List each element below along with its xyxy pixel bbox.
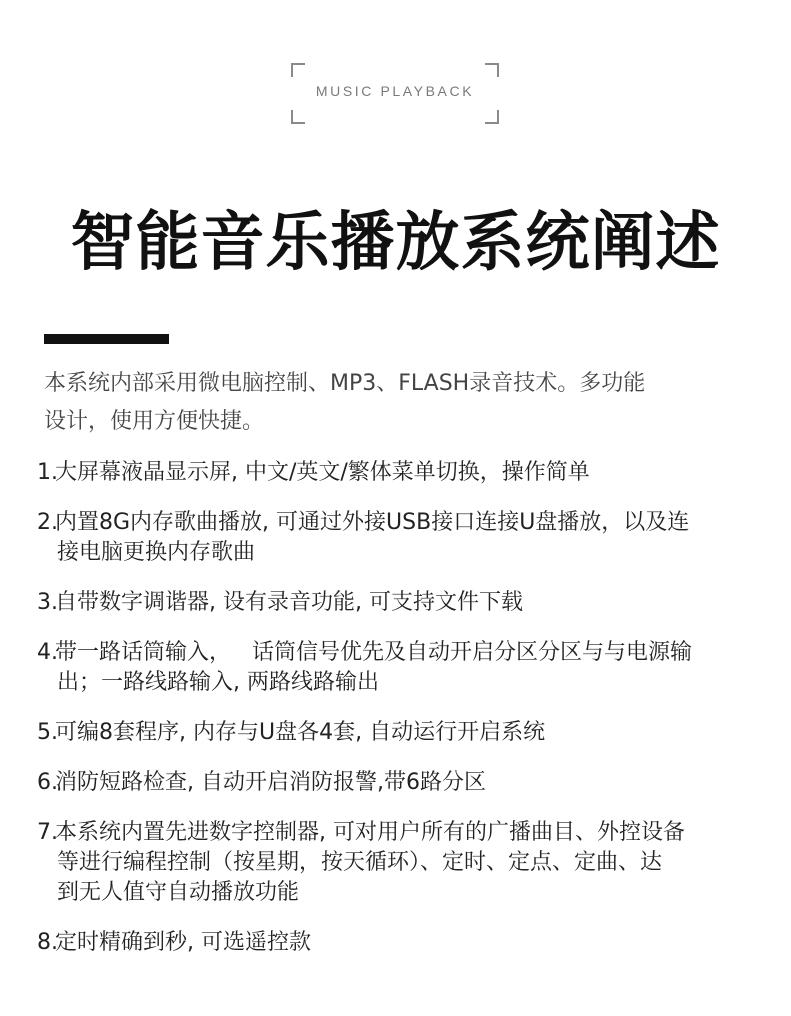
feature-item — [37, 458, 737, 488]
feature-text-continued: 出；一路线路输入, 两路线路输出 — [57, 670, 379, 695]
page-title: 智能音乐播放系统阐述 — [70, 206, 721, 280]
feature-item — [37, 638, 737, 698]
feature-number: 5. — [37, 720, 58, 745]
feature-item — [37, 508, 737, 568]
feature-text-continued: 到无人值守自动播放功能 — [57, 880, 300, 905]
feature-number: 3. — [37, 590, 58, 615]
feature-text: 带一路话筒输入， 话筒信号优先及自动开启分区分区与与电源输 — [55, 640, 692, 665]
badge-corner-top-right — [485, 63, 499, 77]
feature-number: 1. — [37, 460, 58, 485]
feature-item — [37, 588, 737, 618]
feature-text: 定时精确到秒, 可选遥控款 — [55, 930, 311, 955]
feature-text: 本系统内置先进数字控制器, 可对用户所有的广播曲目、外控设备 — [55, 820, 685, 845]
feature-text-continued: 接电脑更换内存歌曲 — [57, 540, 256, 565]
feature-number: 4. — [37, 640, 58, 665]
feature-number: 2. — [37, 510, 58, 535]
feature-text: 可编8套程序, 内存与U盘各4套, 自动运行开启系统 — [55, 720, 546, 745]
feature-list — [37, 458, 737, 978]
badge-corner-bottom-right — [485, 110, 499, 124]
intro-line-2: 设计，使用方便快捷。 — [44, 409, 265, 434]
feature-item — [37, 718, 737, 748]
intro-paragraph — [44, 365, 754, 441]
feature-number: 6. — [37, 770, 58, 795]
feature-text: 大屏幕液晶显示屏, 中文/英文/繁体菜单切换，操作简单 — [55, 460, 590, 485]
feature-text-continued: 等进行编程控制（按星期，按天循环）、定时、定点、定曲、达 — [57, 850, 663, 875]
feature-item — [37, 818, 737, 908]
badge-corner-top-left — [291, 63, 305, 77]
feature-text: 内置8G内存歌曲播放, 可通过外接USB接口连接U盘播放，以及连 — [55, 510, 690, 535]
intro-line-1: 本系统内部采用微电脑控制、MP3、FLASH录音技术。多功能 — [44, 371, 646, 396]
feature-number: 7. — [37, 820, 58, 845]
feature-text: 自带数字调谐器, 设有录音功能, 可支持文件下载 — [55, 590, 523, 615]
feature-number: 8. — [37, 930, 58, 955]
badge-corner-bottom-left — [291, 110, 305, 124]
badge-label: MUSIC PLAYBACK — [315, 83, 475, 99]
title-underline-bar — [44, 334, 169, 344]
feature-item — [37, 768, 737, 798]
section-badge — [291, 63, 499, 124]
feature-text: 消防短路检查, 自动开启消防报警,带6路分区 — [55, 770, 486, 795]
feature-item — [37, 928, 737, 958]
